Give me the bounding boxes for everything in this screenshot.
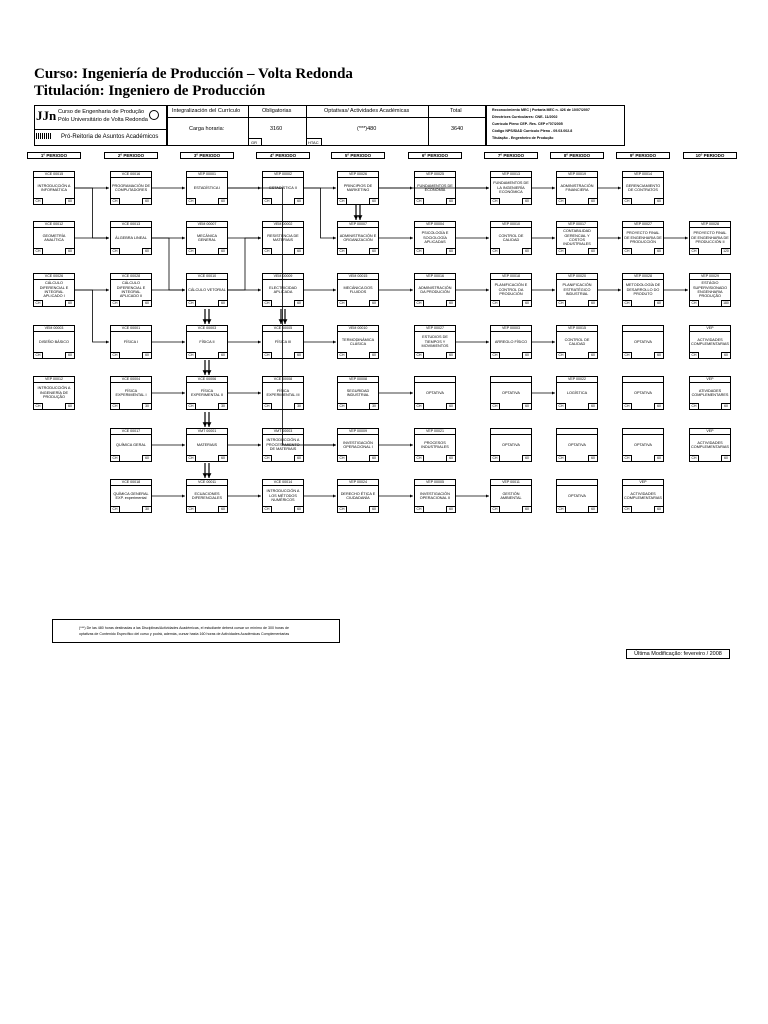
course-ch-label: CH: [415, 455, 424, 461]
course-hours: 60: [588, 403, 597, 409]
course-ch-label: CH: [623, 248, 632, 254]
course-code: VEP 00010: [491, 222, 531, 228]
prerequisite-arrow: [228, 238, 261, 290]
total-hours: 3640: [451, 126, 464, 132]
course-ch-label: CH: [623, 300, 632, 306]
course-hours: 60: [588, 300, 597, 306]
period-label: 5º PERIODO: [331, 152, 385, 159]
gr-label: GR: [251, 140, 257, 145]
course-name: SEGURIDAD INDUSTRIAL: [346, 388, 370, 397]
course-ch-label: CH: [557, 506, 566, 512]
course-name: PSICOLOGÍA E SOCIOLOGÍA APLICADAS: [421, 231, 449, 245]
course-code: VEP 00001: [187, 172, 227, 178]
course-name: ESTÁGIO SUPERVISIONADO ENGENHARIA PRODUÇÃO: [692, 281, 728, 299]
course-code: VEP 00007: [338, 222, 378, 228]
course-name: OPTATIVA: [634, 339, 652, 344]
course-name: OPTATIVA: [568, 493, 586, 498]
course-name: MECÁNICA GENERAL: [196, 233, 218, 242]
course-ch-label: CH: [690, 300, 699, 306]
course-code: VCE 00003: [187, 326, 227, 332]
course-code: VCE 00016: [111, 172, 151, 178]
period-label: 9º PERIODO: [616, 152, 670, 159]
legend-line-2: optativas de Contenido Específico del curso y podrá, además, cursar hasta 160 horas de Actividades Académicas Complementarias: [79, 632, 290, 636]
course-ch-label: CH: [263, 300, 272, 306]
course-ch-label: CH: [111, 198, 120, 204]
course-name: ACTIVIDADES COMPLEMENTARIAS: [691, 337, 729, 346]
htac-label: HTAC: [308, 140, 319, 145]
course-ch-label: CH: [415, 248, 424, 254]
course-hours: 60: [142, 198, 151, 204]
course-hours: 60: [654, 506, 663, 512]
course-ch-label: CH: [623, 403, 632, 409]
course-ch-label: CH: [491, 248, 500, 254]
course-hours: 60: [65, 352, 74, 358]
course-name: GEOMETRÍA ANALÍTICA: [42, 233, 66, 242]
course-name: OPTATIVA: [426, 390, 444, 395]
course-hours: 60: [654, 248, 663, 254]
course-ch-label: CH: [263, 352, 272, 358]
course-code: VEP 00021: [415, 429, 455, 435]
course-code: VCE 00013: [111, 222, 151, 228]
course-code: VEP 00022: [557, 377, 597, 383]
course-ch-label: CH: [34, 352, 43, 358]
course-name: INTRODUCCIÓN A INGENIERÍA DE PRODUÇÃO: [37, 386, 71, 400]
mandatory-label: Obligatorias: [262, 108, 292, 114]
course-hours: 30: [142, 403, 151, 409]
course-name: CONTROL DE CALIDAD: [498, 233, 524, 242]
course-code: VEP 00018: [491, 274, 531, 280]
course-name: CÁLCULO VETORIAL: [188, 287, 226, 292]
course-hours: 60: [721, 352, 730, 358]
period-label: 6º PERIODO: [408, 152, 462, 159]
course-ch-label: CH: [623, 506, 632, 512]
course-name: FUNDAMENTOS DE LA INGENIERÍA ECONÓMICA: [493, 181, 529, 195]
course-name: GESTIÓN AMBIENTAL: [500, 491, 522, 500]
course-code: VCE 00015: [34, 172, 74, 178]
course-name: ADMINISTRACIÓN FINANCIERA: [560, 183, 594, 192]
course-hours: 60: [369, 248, 378, 254]
prerequisite-arrow: [75, 290, 109, 342]
course-code: VEP 00012: [34, 377, 74, 383]
course-ch-label: CH: [338, 455, 347, 461]
course-code: VEP 00008: [338, 377, 378, 383]
course-name: OPTATIVA: [634, 390, 652, 395]
course-ch-label: CH: [338, 248, 347, 254]
course-hours: 60: [721, 403, 730, 409]
course-ch-label: CH: [263, 403, 272, 409]
course-name: DISEÑO BÁSICO: [39, 339, 69, 344]
course-ch-label: CH: [415, 352, 424, 358]
course-hours: 60: [294, 455, 303, 461]
course-hours: 60: [588, 248, 597, 254]
course-hours: 60: [522, 455, 531, 461]
course-code: VEP: [690, 377, 730, 383]
period-label: 2º PERIODO: [104, 152, 158, 159]
course-hours: 60: [218, 455, 227, 461]
info-line: Directrices Curriculares: CNE- 11/2002: [492, 115, 558, 119]
course-name: QUÍMICA GENERAL EXP. experimental: [113, 491, 149, 500]
course-ch-label: CH: [415, 300, 424, 306]
course-hours: 60: [588, 198, 597, 204]
period-label: 10º PERIODO: [683, 152, 737, 159]
course-code: VEP 00028: [690, 222, 730, 228]
course-hours: 60: [142, 455, 151, 461]
course-code: VEM 00015: [338, 274, 378, 280]
course-ch-label: CH: [415, 198, 424, 204]
course-code: VEM 00007: [187, 222, 227, 228]
course-code: VEP 00029: [690, 274, 730, 280]
course-hours: 30: [142, 506, 151, 512]
course-name: CONTROL DE CALIDAD: [564, 337, 590, 346]
course-ch-label: CH: [111, 352, 120, 358]
course-name: FÍSICA II: [199, 339, 215, 344]
course-name: CÁLCULO DIFERENCIAL E INTEGRAL APLICADO I: [39, 281, 69, 299]
course-hours: 30: [294, 403, 303, 409]
course-ch-label: CH: [34, 198, 43, 204]
course-hours: 60: [294, 506, 303, 512]
course-ch-label: CH: [690, 455, 699, 461]
course-hours: 60: [522, 248, 531, 254]
prorectory-label: Pró-Reitoria de Asuntos Académicos: [61, 134, 159, 140]
course-code: VEM 00002: [263, 222, 303, 228]
course-ch-label: CH: [111, 300, 120, 306]
course-ch-label: CH: [557, 300, 566, 306]
course-ch-label: CH: [557, 352, 566, 358]
course-hours: 60: [142, 248, 151, 254]
course-ch-label: CH: [263, 506, 272, 512]
course-name: INTRODUCCIÓN A PROCESAMIENTO DE MATERIAIS: [266, 438, 300, 452]
course-hours: 60: [522, 352, 531, 358]
course-name: ESTADÍSTICA I: [193, 185, 221, 190]
course-name: FÍSICA EXPERIMENTAL III: [266, 388, 300, 397]
course-ch-label: CH: [557, 248, 566, 254]
course-name: MATERIAIS: [196, 442, 218, 447]
course-hours: 60: [65, 403, 74, 409]
course-name: ÁLGEBRA LINEAL: [115, 235, 147, 240]
course-ch-label: CH: [491, 403, 500, 409]
course-code: VEP: [690, 326, 730, 332]
course-hours: 60: [721, 455, 730, 461]
course-ch-label: CH: [34, 248, 43, 254]
period-label: 4º PERIODO: [256, 152, 310, 159]
course-name: PLANIFICACIÓN ESTRATÉGICO INDUSTRIAL: [562, 283, 592, 297]
period-label: 1º PERIODO: [27, 152, 81, 159]
course-ch-label: CH: [263, 248, 272, 254]
course-name: CÁLCULO DIFERENCIAL E INTEGRAL APLICADO II: [116, 281, 146, 299]
course-hours: 60: [446, 506, 455, 512]
course-ch-label: CH: [111, 506, 120, 512]
course-hours: 60: [446, 300, 455, 306]
course-ch-label: CH: [263, 455, 272, 461]
course-hours: 30: [218, 403, 227, 409]
course-hours: 60: [65, 248, 74, 254]
course-code: VCE 00011: [187, 480, 227, 486]
institution-line-1: Curso de Engenharia de Produção: [58, 109, 145, 115]
course-hours: 60: [294, 300, 303, 306]
prerequisite-arrow: [304, 188, 336, 238]
total-label: Total: [450, 108, 462, 114]
course-code: VCE 00010: [187, 274, 227, 280]
course-name: FUNDAMENTOS DE ECONOMÍA: [417, 183, 453, 192]
info-line: Currículo Pleno CEP- Res. CEP nº07/2005: [492, 122, 563, 126]
period-label: 3º PERIODO: [180, 152, 234, 159]
course-hours: 60: [522, 506, 531, 512]
course-name: QUÍMICA GERAL: [116, 442, 146, 447]
course-ch-label: CH: [690, 352, 699, 358]
course-ch-label: CH: [415, 506, 424, 512]
course-name: ADMINISTRACIÓN DA PRODUCIÓN: [418, 285, 452, 294]
course-ch-label: CH: [690, 403, 699, 409]
course-code: VEP 00026: [338, 172, 378, 178]
course-code: VCE 00006: [187, 377, 227, 383]
course-hours: 60: [65, 198, 74, 204]
course-name: ACTIVIDADES COMPLEMENTARIAS: [624, 491, 662, 500]
course-name: RESISTENCIA DE MATERIAIS: [267, 233, 299, 242]
course-name: CONTABILIDAD GERENCIAL Y COSTOS INDUSTRIALES: [563, 229, 591, 247]
course-code: VEP 00016: [415, 274, 455, 280]
integralization-label: Integralización del Currículo: [172, 108, 241, 114]
course-name: ECUACIONES DIFERENCIALES: [191, 491, 223, 500]
course-ch-label: CH: [187, 403, 196, 409]
course-hours: 60: [522, 403, 531, 409]
course-code: VEM 00010: [338, 326, 378, 332]
course-ch-label: CH: [338, 403, 347, 409]
course-code: VEP 00011: [491, 480, 531, 486]
course-ch-label: CH: [34, 403, 43, 409]
course-name: FÍSICA I: [123, 339, 139, 344]
course-code: VEP: [690, 429, 730, 435]
course-hours: 60: [446, 198, 455, 204]
legend-line-1: (***) De las 480 horas destinadas a las Disciplinas/Actividades Académicas, el estudiante deberá cursar un mínimo de 300 horas de: [79, 626, 289, 630]
course-name: ATIVIDADES COMPLEMENTARES: [691, 388, 729, 397]
course-hours: 30: [369, 403, 378, 409]
course-hours: 60: [654, 198, 663, 204]
course-hours: 60: [218, 352, 227, 358]
course-ch-label: CH: [187, 300, 196, 306]
course-hours: 60: [446, 403, 455, 409]
course-code: VCE 00012: [34, 222, 74, 228]
course-code: VEP 00017: [557, 222, 597, 228]
course-code: VCE 00008: [263, 377, 303, 383]
course-name: PLANIFICACIÓN E CONTROL DA PRODUCIÓN: [494, 283, 528, 297]
course-name: OPTATIVA: [634, 442, 652, 447]
course-ch-label: CH: [491, 455, 500, 461]
course-ch-label: CH: [187, 198, 196, 204]
course-code: VEP 00003: [491, 326, 531, 332]
course-name: MECÁNICA DOS FLUIDOS: [343, 285, 373, 294]
course-ch-label: CH: [557, 198, 566, 204]
course-code: VMT 00001: [187, 429, 227, 435]
mandatory-hours: 3160: [270, 126, 283, 132]
course-hours: 60: [522, 300, 531, 306]
course-code: VCE 00001: [111, 326, 151, 332]
course-ch-label: CH: [491, 300, 500, 306]
course-name: OPTATIVA: [502, 390, 520, 395]
course-ch-label: CH: [338, 352, 347, 358]
prerequisite-arrow: [152, 238, 185, 290]
info-line: Reconocimiento MEC | Portaria MEC n. 426 de 10/07/2007: [492, 108, 590, 112]
course-hours: 60: [588, 455, 597, 461]
course-name: PROYECTO FINAL DE ENGENHARIA DE PRODUCCIÓN: [624, 231, 662, 245]
course-hours: 60: [654, 455, 663, 461]
course-ch-label: CH: [187, 248, 196, 254]
course-code: VEP 00004: [415, 222, 455, 228]
course-code: VEP 00014: [623, 172, 663, 178]
logo: JJn: [36, 108, 57, 123]
course-ch-label: CH: [623, 198, 632, 204]
course-code: VEP 00009: [338, 429, 378, 435]
course-ch-label: CH: [111, 248, 120, 254]
page-subtitle: Titulación: Ingeniero de Producción: [34, 83, 266, 99]
course-code: VMT 00003: [263, 429, 303, 435]
course-hours: 60: [294, 248, 303, 254]
course-hours: 120: [721, 248, 730, 254]
course-name: PROCESOS INDUSTRIALES: [421, 440, 449, 449]
course-ch-label: CH: [34, 300, 43, 306]
course-name: TERMODINÁMICA CLÁSICA: [341, 337, 375, 346]
course-ch-label: CH: [338, 198, 347, 204]
course-code: VCE 00004: [111, 377, 151, 383]
course-code: VEP 00028: [623, 274, 663, 280]
course-ch-label: CH: [111, 403, 120, 409]
course-code: VCE 00005: [263, 326, 303, 332]
course-name: INTRODUCCIÓN A INFORMÁTICA: [37, 183, 71, 192]
course-ch-label: CH: [263, 198, 272, 204]
course-hours: 60: [369, 455, 378, 461]
course-code: VEP 00002: [263, 172, 303, 178]
course-hours: 60: [142, 300, 151, 306]
institution-line-2: Pólo Universitário de Volta Redonda: [58, 117, 148, 123]
course-ch-label: CH: [557, 455, 566, 461]
course-ch-label: CH: [415, 403, 424, 409]
course-code: VCE 00014: [263, 480, 303, 486]
course-hours: 60: [218, 248, 227, 254]
course-code: VEP 00005: [415, 480, 455, 486]
course-name: PRINCIPIOS DE MARKETING: [343, 183, 373, 192]
course-code: VCE 00026: [34, 274, 74, 280]
course-name: PROGRAMACIÓN DE COMPUTADORES: [112, 183, 150, 192]
course-name: PROYECTO FINAL DE ENGENHARIA DE PRODUCCIÓN II: [691, 231, 729, 245]
course-hours: 60: [294, 352, 303, 358]
course-ch-label: CH: [187, 506, 196, 512]
course-hours: 60: [369, 506, 378, 512]
course-ch-label: CH: [557, 403, 566, 409]
course-hours: 60: [654, 300, 663, 306]
last-modified: Última Modificação: fevereiro / 2008: [626, 649, 730, 659]
course-ch-label: CH: [111, 455, 120, 461]
course-name: FÍSICA EXPERIMENTAL II: [190, 388, 224, 397]
course-code: VEP 00020: [557, 274, 597, 280]
course-hours: 60: [588, 506, 597, 512]
course-name: METODOLOGÍA DE DESARROLLO DO PRODUTO: [625, 283, 661, 297]
course-hours: 60: [369, 198, 378, 204]
course-ch-label: CH: [338, 506, 347, 512]
course-code: VEP 00027: [623, 222, 663, 228]
course-code: VCE 00017: [111, 429, 151, 435]
course-ch-label: CH: [187, 455, 196, 461]
course-code: VEP 00013: [491, 172, 531, 178]
course-name: ESTUDIOS DE TIEMPOS Y MOVIMIENTOS: [421, 335, 449, 349]
course-hours: 60: [446, 352, 455, 358]
course-name: INVESTIGACIÓN OPERACIONAL II: [419, 491, 451, 500]
course-hours: 60: [218, 506, 227, 512]
course-code: VEP 00019: [557, 172, 597, 178]
course-hours: 60: [654, 403, 663, 409]
course-name: ELECTRICIDAD APLICADA: [269, 285, 297, 294]
course-hours: 60: [588, 352, 597, 358]
course-name: FÍSICA III: [274, 339, 292, 344]
course-code: VEP 00024: [338, 480, 378, 486]
course-code: VEM 00003: [34, 326, 74, 332]
info-line: Titulação - Engenheiro de Produção: [492, 136, 554, 140]
course-ch-label: CH: [491, 352, 500, 358]
course-hours: 60: [446, 248, 455, 254]
course-code: VEP 00015: [557, 326, 597, 332]
course-name: FÍSICA EXPERIMENTAL I: [115, 388, 147, 397]
course-hours: 60: [294, 198, 303, 204]
course-code: VEP 00025: [415, 172, 455, 178]
course-name: OPTATIVA: [502, 442, 520, 447]
course-name: ADMINISTRACIÓN E ORGANIZACIÓN: [339, 233, 377, 242]
course-hours: 60: [142, 352, 151, 358]
course-hours: 60: [369, 300, 378, 306]
course-hours: 60: [369, 352, 378, 358]
period-label: 8º PERIODO: [550, 152, 604, 159]
course-code: VEM 00009: [263, 274, 303, 280]
course-name: OPTATIVA: [568, 442, 586, 447]
course-name: DERECHO ÉTICA E CIUDADANÍA: [340, 491, 376, 500]
course-code: VEP 00027: [415, 326, 455, 332]
course-code: VEP: [623, 480, 663, 486]
course-hours: 180: [721, 300, 730, 306]
prerequisite-arrow: [75, 188, 109, 238]
course-ch-label: CH: [623, 455, 632, 461]
course-hours: 60: [65, 300, 74, 306]
info-line: Código NPS/SIAD Currículo Pleno - 09.03.002.8: [492, 129, 573, 133]
course-code: VCE 00028: [111, 274, 151, 280]
course-hours: 60: [654, 352, 663, 358]
course-name: GERENCIAMIENTO DE CONTRATOS: [625, 183, 661, 192]
period-label: 7º PERIODO: [484, 152, 538, 159]
course-name: ACTIVIDADES COMPLEMENTARIAS: [691, 440, 729, 449]
course-name: ESTADÍSTICA II: [269, 185, 297, 190]
course-ch-label: CH: [338, 300, 347, 306]
course-code: VCE 00018: [111, 480, 151, 486]
course-ch-label: CH: [690, 248, 699, 254]
course-hours: 60: [522, 198, 531, 204]
course-hours: 60: [218, 198, 227, 204]
course-ch-label: CH: [491, 506, 500, 512]
course-hours: 60: [218, 300, 227, 306]
optional-hours: (***)480: [357, 126, 377, 132]
page-title: Curso: Ingeniería de Producción – Volta Redonda: [34, 66, 353, 82]
course-ch-label: CH: [491, 198, 500, 204]
workload-label: Carga horaria:: [189, 126, 225, 132]
legend-note: [52, 619, 340, 643]
course-ch-label: CH: [623, 352, 632, 358]
course-name: INVESTIGACIÓN OPERACIONAL I: [343, 440, 373, 449]
course-name: LOGÍSTICA: [566, 390, 588, 395]
course-hours: 60: [446, 455, 455, 461]
course-name: INTRODUCCIÓN A LOS MÉTODOS NUMÉRICOS: [266, 489, 300, 503]
course-name: ARREGLO FÍSICO: [494, 339, 528, 344]
optional-label: Optativas/ Actividades Académicas: [324, 108, 410, 114]
course-ch-label: CH: [187, 352, 196, 358]
prerequisite-arrow: [228, 188, 336, 445]
